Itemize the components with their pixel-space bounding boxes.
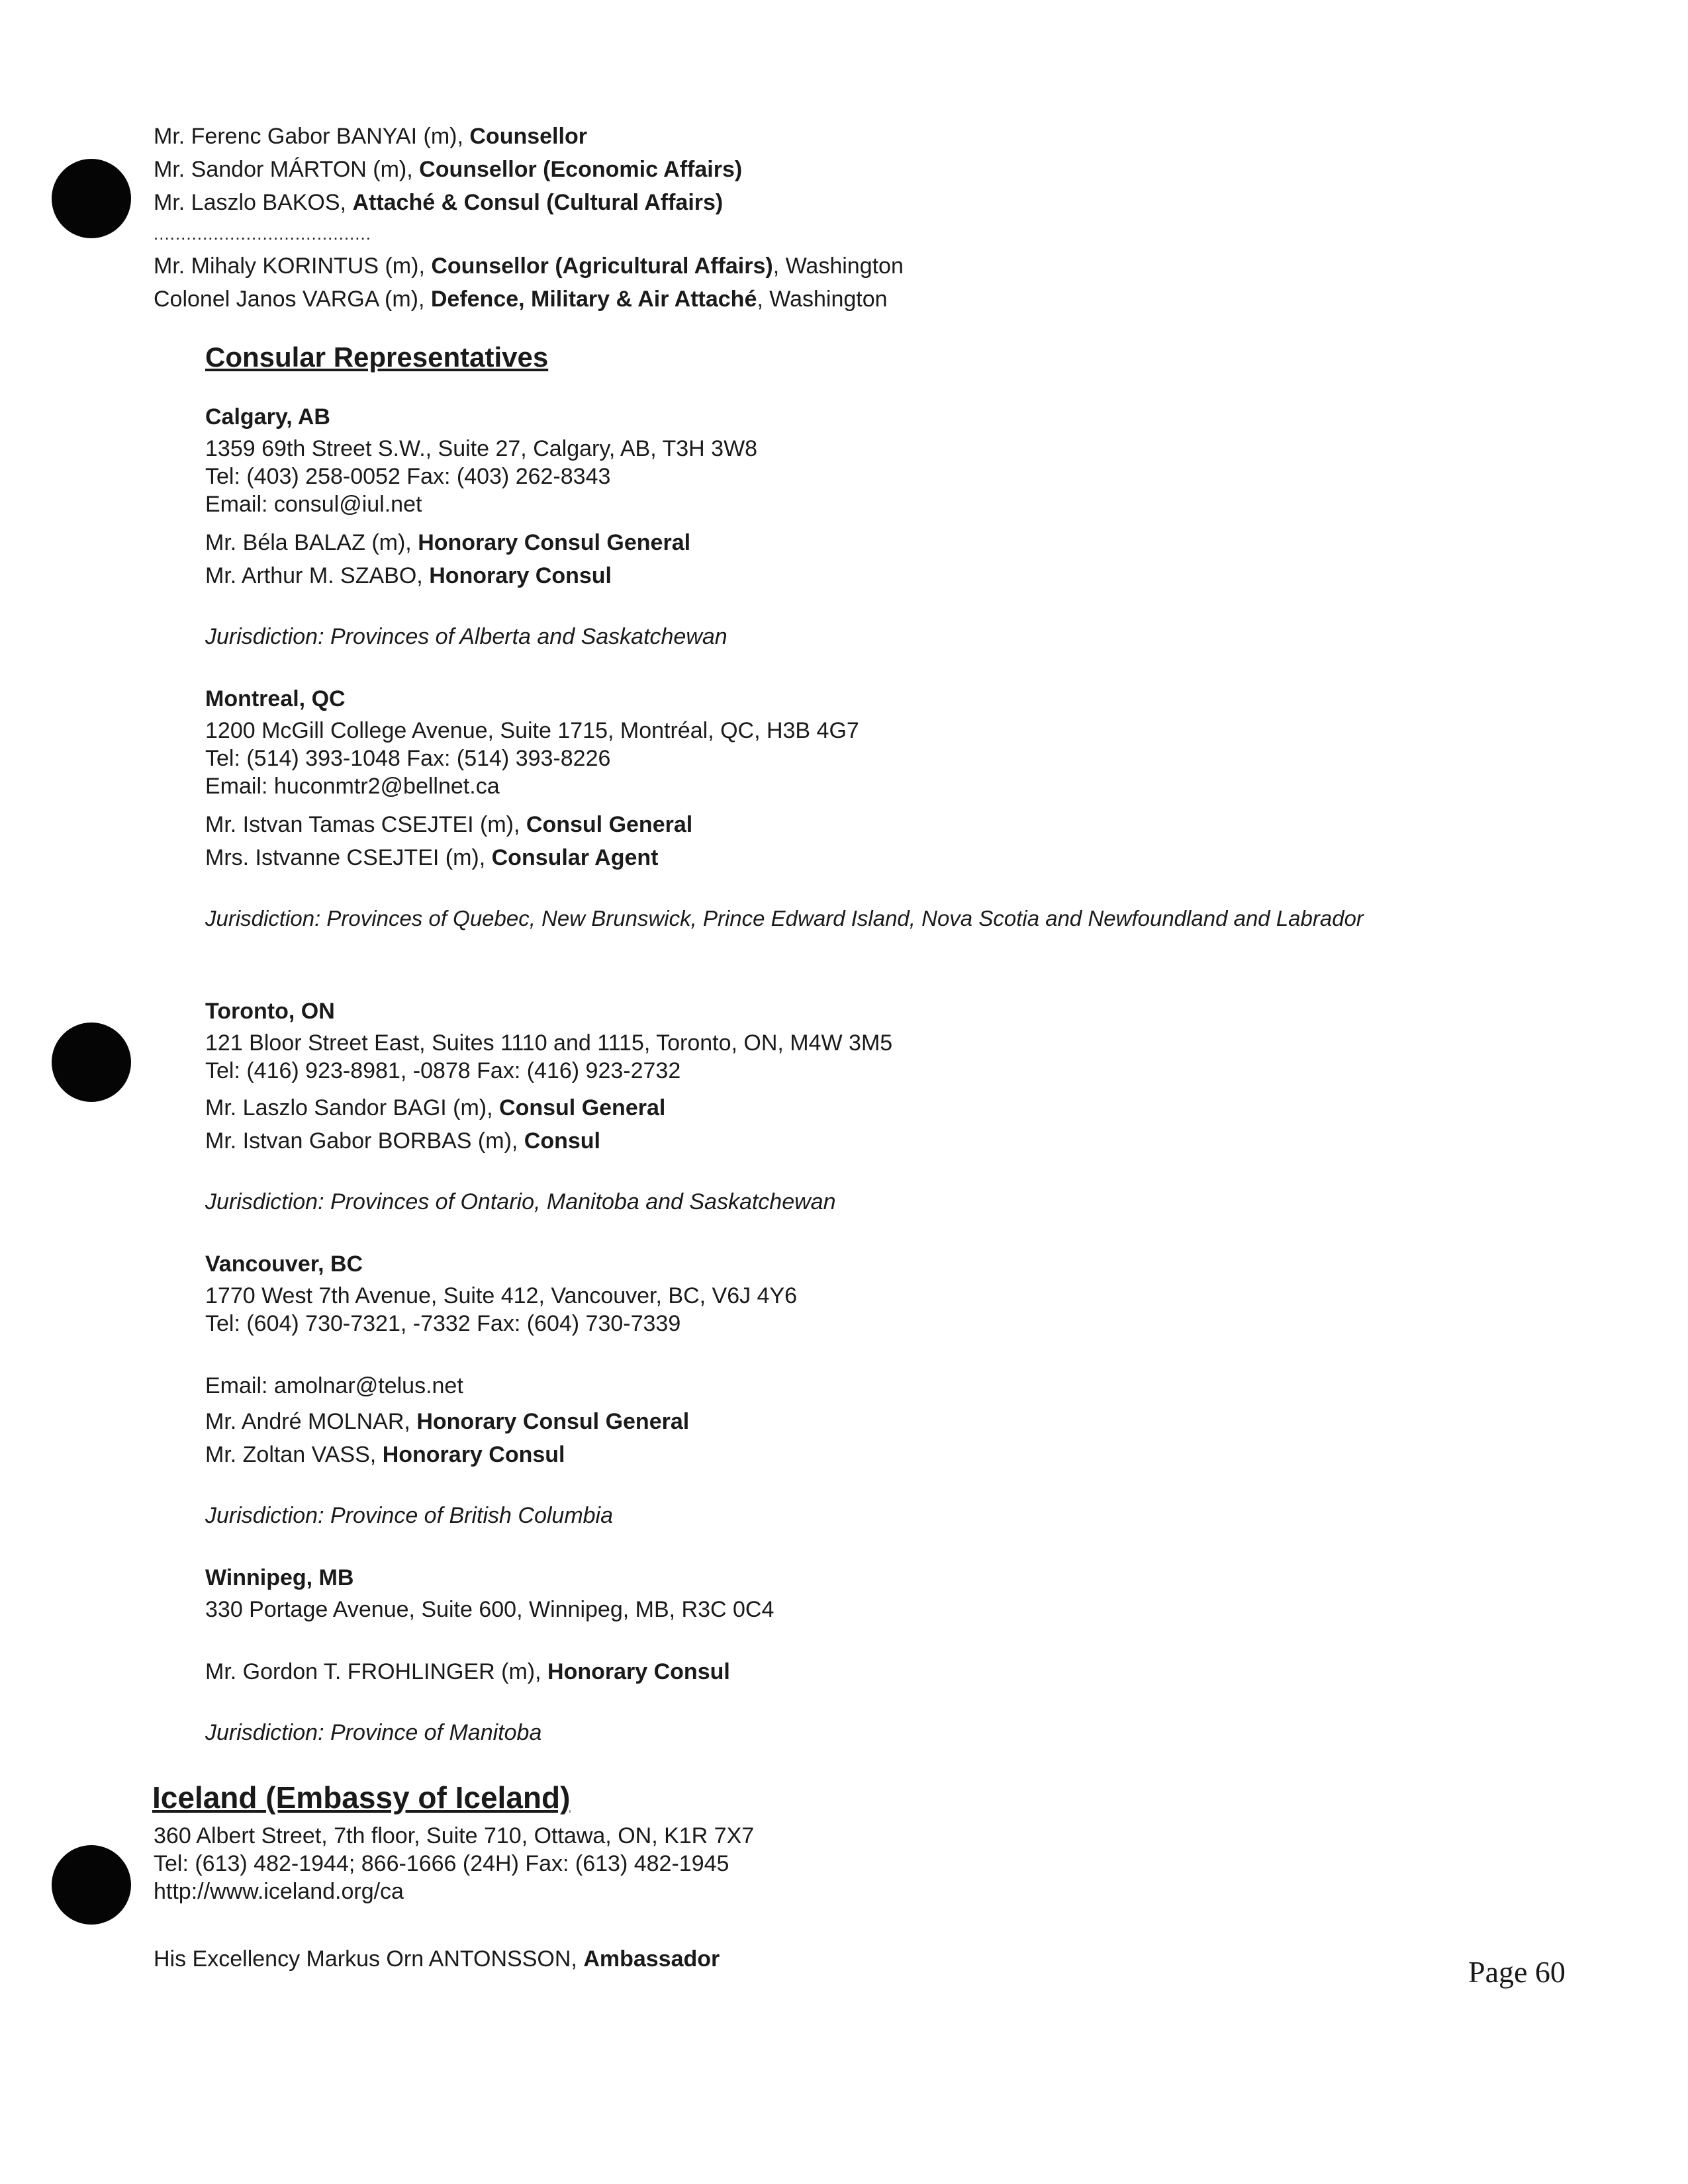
consul-name: Mr. Arthur M. SZABO, — [205, 563, 430, 588]
staff-location: , Washington — [757, 287, 888, 312]
consulate-city: Winnipeg, MB — [205, 1565, 354, 1590]
consulate-city: Montreal, QC — [205, 686, 346, 711]
staff-name: Mr. Sandor MÁRTON (m), — [154, 157, 420, 182]
staff-location: , Washington — [773, 253, 904, 279]
jurisdiction: Jurisdiction: Province of Manitoba — [205, 1720, 542, 1745]
consulate-email: Email: huconmtr2@bellnet.ca — [205, 774, 500, 799]
consulate-phone: Tel: (604) 730-7321, -7332 Fax: (604) 730-7339 — [205, 1311, 681, 1336]
consul-entry — [205, 1659, 730, 1686]
staff-title: Attaché & Consul (Cultural Affairs) — [352, 190, 724, 215]
punch-hole-top — [52, 159, 131, 238]
country-heading: Iceland (Embassy of Iceland) — [152, 1780, 571, 1815]
consulate-address: 330 Portage Avenue, Suite 600, Winnipeg, MB, R3C 0C4 — [205, 1597, 774, 1622]
consul-name: Mr. Béla BALAZ (m), — [205, 530, 418, 555]
consul-title: Honorary Consul General — [416, 1409, 690, 1434]
consulate-phone: Tel: (514) 393-1048 Fax: (514) 393-8226 — [205, 746, 611, 771]
ambassador-name: His Excellency Markus Orn ANTONSSON, — [154, 1946, 584, 1972]
consul-title: Consul General — [526, 812, 693, 837]
staff-title: Counsellor — [469, 124, 587, 149]
consul-entry — [205, 529, 690, 557]
consul-name: Mr. Istvan Gabor BORBAS (m), — [205, 1128, 524, 1154]
consul-entry — [205, 1408, 689, 1435]
consul-title: Consul — [524, 1128, 600, 1154]
consulate-address: 1770 West 7th Avenue, Suite 412, Vancouver, BC, V6J 4Y6 — [205, 1283, 798, 1308]
jurisdiction: Jurisdiction: Provinces of Alberta and Saskatchewan — [205, 624, 727, 649]
consulate-city: Vancouver, BC — [205, 1251, 363, 1277]
embassy-website: http://www.iceland.org/ca — [154, 1879, 404, 1904]
consular-heading: Consular Representatives — [205, 341, 549, 373]
consul-name: Mr. Istvan Tamas CSEJTEI (m), — [205, 812, 526, 837]
consul-title: Honorary Consul — [547, 1659, 730, 1684]
consulate-address: 1200 McGill College Avenue, Suite 1715, Montréal, QC, H3B 4G7 — [205, 718, 859, 743]
consul-entry — [205, 844, 659, 872]
consul-entry — [205, 1441, 565, 1469]
consulate-phone: Tel: (416) 923-8981, -0878 Fax: (416) 923-2732 — [205, 1058, 681, 1083]
staff-title: Defence, Military & Air Attaché — [430, 287, 757, 312]
staff-entry — [154, 156, 742, 183]
jurisdiction: Jurisdiction: Provinces of Ontario, Manitoba and Saskatchewan — [205, 1189, 836, 1214]
consul-title: Honorary Consul — [429, 563, 612, 588]
consul-name: Mr. Gordon T. FROHLINGER (m), — [205, 1659, 548, 1684]
staff-title: Counsellor (Agricultural Affairs) — [431, 253, 773, 279]
consulate-phone: Tel: (403) 258-0052 Fax: (403) 262-8343 — [205, 464, 611, 489]
consulate-address: 121 Bloor Street East, Suites 1110 and 1115, Toronto, ON, M4W 3M5 — [205, 1030, 893, 1056]
consul-entry — [205, 1095, 665, 1122]
staff-name: Colonel Janos VARGA (m), — [154, 287, 431, 312]
consul-name: Mrs. Istvanne CSEJTEI (m), — [205, 845, 492, 870]
consulate-city: Calgary, AB — [205, 404, 330, 430]
embassy-address: 360 Albert Street, 7th floor, Suite 710, Ottawa, ON, K1R 7X7 — [154, 1823, 755, 1848]
consul-title: Honorary Consul — [382, 1442, 565, 1467]
punch-hole-bottom — [52, 1845, 131, 1925]
consul-entry — [205, 563, 612, 590]
consul-title: Honorary Consul General — [418, 530, 691, 555]
staff-title: Counsellor (Economic Affairs) — [419, 157, 743, 182]
staff-entry — [154, 286, 888, 313]
consulate-city: Toronto, ON — [205, 999, 335, 1024]
page-number: Page 60 — [1468, 1955, 1566, 1989]
jurisdiction: Jurisdiction: Provinces of Quebec, New Brunswick, Prince Edward Island, Nova Scotia and Newfoundland and Labrador — [205, 906, 1364, 931]
staff-name: Mr. Laszlo BAKOS, — [154, 190, 353, 215]
staff-entry — [154, 253, 904, 280]
dotted-separator: ........................................ — [154, 224, 371, 244]
consulate-email: Email: consul@iul.net — [205, 492, 422, 517]
punch-hole-middle — [52, 1023, 131, 1102]
consul-name: Mr. Zoltan VASS, — [205, 1442, 383, 1467]
staff-name: Mr. Mihaly KORINTUS (m), — [154, 253, 432, 279]
consul-name: Mr. Laszlo Sandor BAGI (m), — [205, 1095, 500, 1120]
consulate-address: 1359 69th Street S.W., Suite 27, Calgary, AB, T3H 3W8 — [205, 436, 758, 461]
ambassador-title: Ambassador — [583, 1946, 720, 1972]
consulate-email: Email: amolnar@telus.net — [205, 1373, 463, 1398]
staff-name: Mr. Ferenc Gabor BANYAI (m), — [154, 124, 470, 149]
consul-name: Mr. André MOLNAR, — [205, 1409, 417, 1434]
consul-title: Consul General — [499, 1095, 666, 1120]
consul-entry — [205, 1128, 600, 1155]
consul-title: Consular Agent — [491, 845, 659, 870]
ambassador-entry — [154, 1946, 720, 1973]
jurisdiction: Jurisdiction: Province of British Columbia — [205, 1503, 614, 1528]
embassy-phone: Tel: (613) 482-1944; 866-1666 (24H) Fax: (613) 482-1945 — [154, 1851, 729, 1876]
consul-entry — [205, 811, 692, 839]
staff-entry — [154, 123, 587, 150]
staff-entry — [154, 189, 723, 216]
